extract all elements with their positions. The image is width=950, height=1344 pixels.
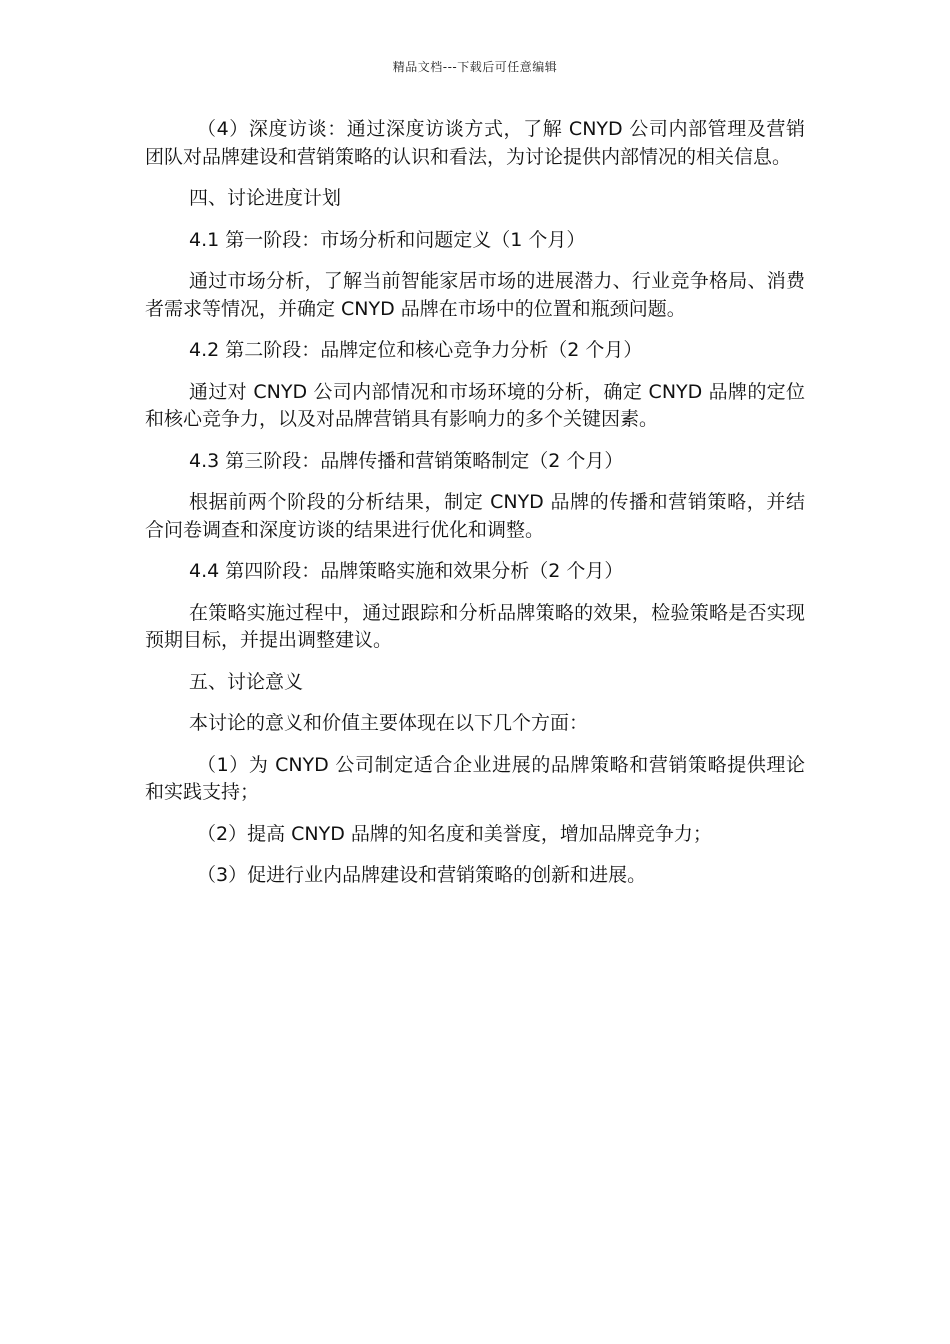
paragraph-interview: （4）深度访谈：通过深度访谈方式，了解 CNYD 公司内部管理及营销团队对品牌建设和营销策略的认识和看法，为讨论提供内部情况的相关信息。 — [145, 118, 805, 168]
significance-item-1: （1）为 CNYD 公司制定适合企业进展的品牌策略和营销策略提供理论和实践支持； — [145, 753, 805, 803]
phase-2-heading: 4.2 第二阶段：品牌定位和核心竞争力分析（2 个月） — [189, 339, 643, 361]
significance-intro: 本讨论的意义和价值主要体现在以下几个方面： — [189, 712, 589, 734]
phase-1-body: 通过市场分析，了解当前智能家居市场的进展潜力、行业竞争格局、消费者需求等情况，并确定 CNYD 品牌在市场中的位置和瓶颈问题。 — [145, 270, 805, 320]
page-header: 精品文档---下载后可任意编辑 — [392, 60, 558, 74]
section-5-heading: 五、讨论意义 — [189, 670, 304, 693]
phase-4-body: 在策略实施过程中，通过跟踪和分析品牌策略的效果，检验策略是否实现预期目标，并提出调整建议。 — [145, 601, 805, 651]
phase-3-heading: 4.3 第三阶段：品牌传播和营销策略制定（2 个月） — [189, 449, 624, 472]
significance-item-3: （3）促进行业内品牌建设和营销策略的创新和进展。 — [197, 864, 647, 886]
phase-1-heading: 4.1 第一阶段：市场分析和问题定义（1 个月） — [189, 228, 586, 251]
document-body — [145, 116, 805, 904]
section-4-heading: 四、讨论进度计划 — [189, 187, 342, 209]
phase-3-body: 根据前两个阶段的分析结果，制定 CNYD 品牌的传播和营销策略，并结合问卷调查和深度访谈的结果进行优化和调整。 — [145, 491, 805, 541]
phase-4-heading: 4.4 第四阶段：品牌策略实施和效果分析（2 个月） — [189, 560, 624, 582]
phase-2-body: 通过对 CNYD 公司内部情况和市场环境的分析，确定 CNYD 品牌的定位和核心竞争力，以及对品牌营销具有影响力的多个关键因素。 — [145, 380, 805, 430]
significance-item-2: （2）提高 CNYD 品牌的知名度和美誉度，增加品牌竞争力； — [197, 822, 712, 845]
